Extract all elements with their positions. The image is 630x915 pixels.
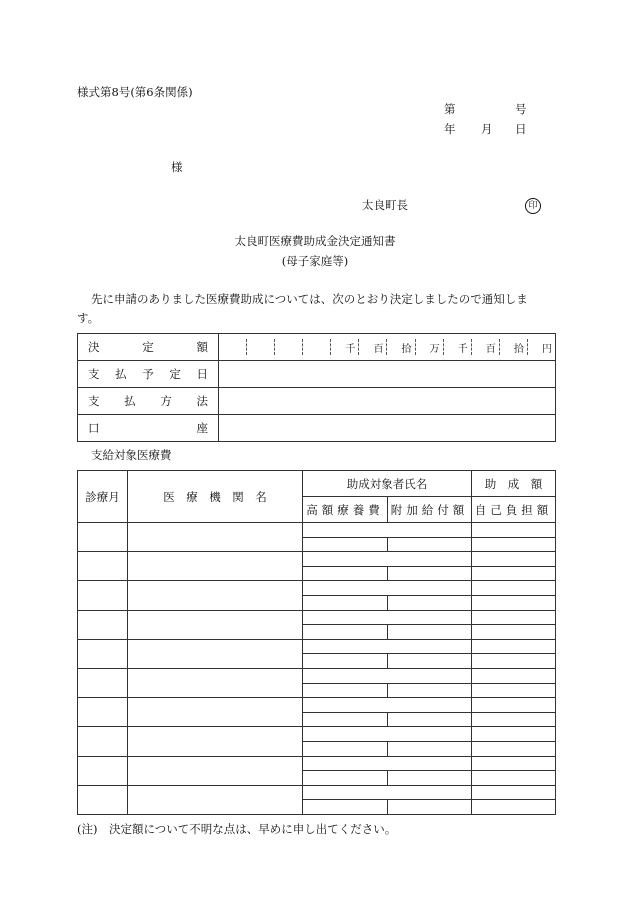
- footnote: (注) 決定額について不明な点は、早めに申し出てください。: [77, 822, 397, 836]
- label-char: 法: [196, 394, 208, 408]
- table-row: [78, 698, 556, 713]
- table-row: [78, 785, 556, 800]
- label-char: 定: [169, 367, 181, 381]
- month-cell: [78, 727, 128, 756]
- decision-amount-value: [219, 334, 556, 361]
- institution-cell: [128, 785, 303, 814]
- label-char: 座: [196, 421, 208, 435]
- amount-digit-cell: 千: [444, 339, 472, 355]
- payment-date-label: [78, 361, 219, 388]
- header-additional: 附加給付額: [388, 497, 472, 523]
- label-char: 支: [88, 394, 100, 408]
- amount-digit-cell: 拾: [387, 339, 415, 355]
- additional-cell: [388, 595, 472, 610]
- header-recipient-name: 助成対象者氏名: [303, 471, 472, 497]
- institution-cell: [128, 668, 303, 697]
- date-year: 年: [444, 122, 456, 136]
- recipient-name-cell: [303, 698, 472, 713]
- copay-cell: [472, 625, 556, 640]
- header-copay: 自己負担額: [472, 497, 556, 523]
- institution-cell: [128, 727, 303, 756]
- copay-cell: [472, 595, 556, 610]
- subsidy-amount-cell: [472, 610, 556, 625]
- amount-digit-cell: 百: [472, 339, 500, 355]
- amount-digit-cell: [219, 339, 247, 355]
- decision-amount-label: [78, 334, 219, 361]
- subsidy-amount-cell: [472, 639, 556, 654]
- recipient-name-cell: [303, 668, 472, 683]
- amount-digit-cell: [247, 339, 275, 355]
- copay-cell: [472, 741, 556, 756]
- institution-cell: [128, 756, 303, 785]
- high-cost-cell: [303, 712, 388, 727]
- decision-table: [77, 333, 556, 442]
- table-row: [78, 639, 556, 654]
- payment-date-value: [219, 361, 556, 388]
- recipient-name-cell: [303, 581, 472, 596]
- label-char: 決: [88, 340, 100, 354]
- label-char: 支: [88, 367, 100, 381]
- doc-number-dai: 第: [444, 102, 456, 116]
- seal-stamp: 印: [525, 198, 541, 214]
- account-label: [78, 415, 219, 442]
- recipient-name-cell: [303, 785, 472, 800]
- recipient-name-cell: [303, 756, 472, 771]
- recipient-name-cell: [303, 610, 472, 625]
- amount-digit-cell: 万: [416, 339, 444, 355]
- label-char: 日: [196, 367, 208, 381]
- body-text-line2: す。: [77, 311, 100, 325]
- high-cost-cell: [303, 800, 388, 815]
- table-row: [78, 581, 556, 596]
- label-char: 払: [115, 367, 127, 381]
- subsidy-amount-cell: [472, 785, 556, 800]
- body-text-line1: 先に申請のありました医療費助成については、次のとおり決定しましたので通知しま: [91, 292, 528, 306]
- amount-digit-cell: 拾: [500, 339, 528, 355]
- month-cell: [78, 639, 128, 668]
- copay-cell: [472, 800, 556, 815]
- recipient-name-cell: [303, 727, 472, 742]
- additional-cell: [388, 537, 472, 552]
- high-cost-cell: [303, 625, 388, 640]
- recipient-name-cell: [303, 523, 472, 538]
- copay-cell: [472, 537, 556, 552]
- high-cost-cell: [303, 654, 388, 669]
- high-cost-cell: [303, 566, 388, 581]
- month-cell: [78, 756, 128, 785]
- form-number: 様式第8号(第6条関係): [77, 85, 193, 99]
- copay-cell: [472, 566, 556, 581]
- amount-digit-cell: [303, 339, 331, 355]
- label-char: 予: [142, 367, 154, 381]
- high-cost-cell: [303, 683, 388, 698]
- label-char: 払: [124, 394, 136, 408]
- month-cell: [78, 552, 128, 581]
- payment-method-label: [78, 388, 219, 415]
- additional-cell: [388, 712, 472, 727]
- recipient-name-cell: [303, 552, 472, 567]
- header-high-cost: 高額療養費: [303, 497, 388, 523]
- amount-digit-cell: 百: [359, 339, 387, 355]
- document-subtitle: (母子家庭等): [281, 254, 349, 268]
- high-cost-cell: [303, 537, 388, 552]
- date-month: 月: [481, 122, 493, 136]
- additional-cell: [388, 741, 472, 756]
- subsidy-amount-cell: [472, 698, 556, 713]
- account-row: [78, 415, 556, 442]
- recipient-name-cell: [303, 639, 472, 654]
- issuer: 太良町長: [362, 198, 408, 212]
- label-char: 定: [142, 340, 154, 354]
- label-char: 方: [160, 394, 172, 408]
- institution-cell: [128, 639, 303, 668]
- table-row: [78, 756, 556, 771]
- month-cell: [78, 668, 128, 697]
- date-day: 日: [515, 122, 527, 136]
- additional-cell: [388, 654, 472, 669]
- header-month: 診療月: [78, 471, 128, 523]
- table-row: [78, 727, 556, 742]
- institution-cell: [128, 581, 303, 610]
- institution-cell: [128, 552, 303, 581]
- high-cost-cell: [303, 771, 388, 786]
- table-row: [78, 610, 556, 625]
- payment-date-row: [78, 361, 556, 388]
- subsidy-amount-cell: [472, 727, 556, 742]
- addressee-suffix: 様: [171, 160, 183, 174]
- additional-cell: [388, 625, 472, 640]
- label-char: 額: [196, 340, 208, 354]
- institution-cell: [128, 523, 303, 552]
- subsidy-amount-cell: [472, 552, 556, 567]
- month-cell: [78, 581, 128, 610]
- decision-amount-row: [78, 334, 556, 361]
- additional-cell: [388, 800, 472, 815]
- month-cell: [78, 523, 128, 552]
- account-value: [219, 415, 556, 442]
- label-char: 口: [88, 421, 100, 435]
- table-row: [78, 552, 556, 567]
- table-row: [78, 668, 556, 683]
- section-title: 支給対象医療費: [91, 448, 172, 462]
- institution-cell: [128, 610, 303, 639]
- month-cell: [78, 610, 128, 639]
- additional-cell: [388, 566, 472, 581]
- subsidy-amount-cell: [472, 668, 556, 683]
- additional-cell: [388, 683, 472, 698]
- additional-cell: [388, 771, 472, 786]
- copay-cell: [472, 683, 556, 698]
- month-cell: [78, 785, 128, 814]
- header-subsidy-amount: 助 成 額: [472, 471, 556, 497]
- amount-digit-cell: 千: [331, 339, 359, 355]
- copay-cell: [472, 654, 556, 669]
- copay-cell: [472, 712, 556, 727]
- copay-cell: [472, 771, 556, 786]
- month-cell: [78, 698, 128, 727]
- expense-table: [77, 470, 556, 815]
- subsidy-amount-cell: [472, 523, 556, 538]
- payment-method-row: [78, 388, 556, 415]
- subsidy-amount-cell: [472, 756, 556, 771]
- subsidy-amount-cell: [472, 581, 556, 596]
- amount-digit-cell: 円: [541, 344, 552, 355]
- payment-method-value: [219, 388, 556, 415]
- high-cost-cell: [303, 595, 388, 610]
- document-title: 太良町医療費助成金決定通知書: [234, 234, 396, 248]
- amount-digit-cell: [275, 339, 303, 355]
- doc-number-go: 号: [515, 102, 527, 116]
- high-cost-cell: [303, 741, 388, 756]
- table-row: [78, 523, 556, 538]
- header-institution: 医 療 機 関 名: [128, 471, 303, 523]
- institution-cell: [128, 698, 303, 727]
